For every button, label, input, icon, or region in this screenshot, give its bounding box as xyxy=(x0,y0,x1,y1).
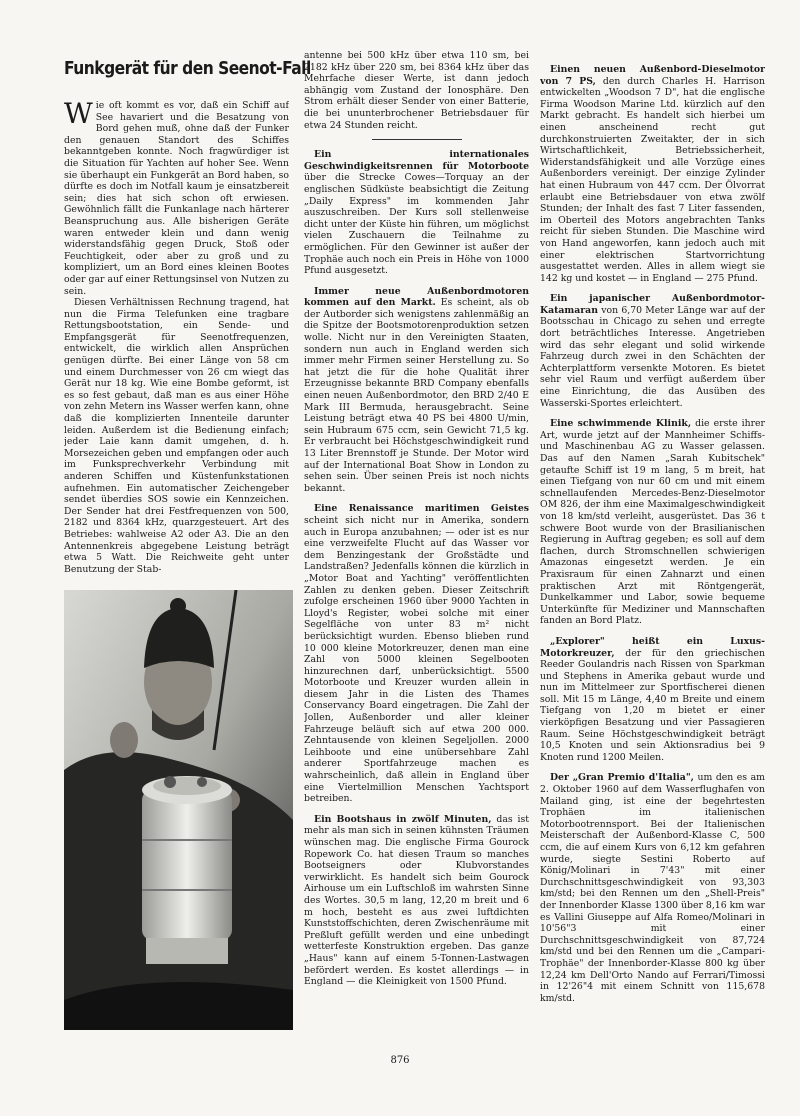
news-headline: Einen neuen Außenbord-Dieselmotor von 7 PS, xyxy=(540,64,765,87)
article-title: Funkgerät für den Seenot-Fall xyxy=(64,58,311,79)
column-3 xyxy=(540,50,765,1070)
news-item xyxy=(304,286,529,495)
news-headline: Eine schwimmende Klinik, xyxy=(550,418,692,430)
photo-sailor-with-radio xyxy=(64,590,293,1030)
news-text: der für den griechischen Reeder Goulandris nach Rissen von Sparkman und Stephens in Amerika gebaut wurde und nun im Mittelmeer zur Sportfischerei dienen soll. Mit 15 m Länge, 4,40 m Breite und einem Tiefgang von 1,20 m bietet er einer vierköpfigen Besatzung und vier Passagieren Raum. Seine Höchstgeschwindigkeit beträgt 10,5 Knoten und sein Aktionsradius bei 9 Knoten rund 1200 Meilen. xyxy=(540,647,765,763)
paragraph-range: antenne bei 500 kHz über etwa 110 sm, bei 2182 kHz über 220 sm, bei 8364 kHz über das Mehrfache dieser Werte, ist dann jedoch abhängig vom Zustand der Ionosphäre. Den Strom erhält dieser Sender von einer Batterie, die bei ununterbrochener Betriebsdauer für etwa 24 Stunden reicht. xyxy=(304,50,529,131)
news-item xyxy=(540,636,765,764)
news-headline: Eine Renaissance maritimen Geistes xyxy=(314,503,529,515)
separator-rule xyxy=(372,139,462,140)
news-text: die erste ihrer Art, wurde jetzt auf der Mannheimer Schiffs- und Maschinenbau AG zu Wasser gelassen. Das auf den Namen „Sarah Kubitschek" getaufte Schiff ist 19 m lang, 5 m breit, hat einen Tiefgang von nur 60 cm und mit einem schnellaufenden Mercedes-Benz-Dieselmotor OM 826, der ihm eine Maximalgeschwindigkeit von 18 km/std verleiht, ausgerüstet. Das 36 t schwere Boot wurde von der Brasilianischen Regierung in Auftrag gegeben; es soll auf dem flachen, durch Stromschnellen schwierigen Amazonas eingesetzt werden. Je ein Praxisraum für einen Zahnarzt und einen praktischen Arzt mit Röntgengerät, Dunkelkammer und Labor, sowie bequeme Unterkünfte für Mediziner und Mannschaften fanden an Bord Platz. xyxy=(540,418,765,627)
news-item xyxy=(540,772,765,1004)
news-headline: Ein japanischer Außenbordmotor-Katamaran xyxy=(540,293,765,316)
news-text: von 6,70 Meter Länge war auf der Bootsschau in Chicago zu sehen und erregte dort beträchtliches Interesse. Angetrieben wird das sehr elegant und solid wirkende Fahrzeug durch zwei in den Schächten der Achterplattform versenkte Motoren. Es bietet sehr viel Raum und verfügt außerdem über eine Einrichtung, die das Ausüben des Wasserski-Sportes erleichtert. xyxy=(540,304,765,409)
news-text: scheint sich nicht nur in Amerika, sondern auch in Europa anzubahnen; — oder ist es nur eine verzweifelte Flucht auf das Wasser vor dem Benzingestank der Großstädte und Landstraßen? Jedenfalls können die kürzlich in „Motor Boat and Yachting" veröffentlichten Zahlen zu denken geben. Dieser Zeitschrift zufolge erscheinen 1960 über 9000 Yachten in Lloyd's Register, wobei solche mit einer Segelfläche von unter 83 m² nicht berücksichtigt wurden. Ebenso blieben rund 10 000 kleine Motorkreuzer, denen man eine Zahl von 5000 kleinen Segelbooten hinzurechnen darf, unberücksichtigt. 5500 Motorboote und Kreuzer wurden allein in diesem Jahr in die Listen des Thames Conservancy Board eingetragen. Die Zahl der Jollen, Außenborder und aller kleiner Fahrzeuge beläuft sich auf etwa 200 000. Zehntausende von kleinen Segeljollen. 2000 Leihboote und eine unübersehbare Zahl anderer Sportfahrzeuge machen es wahrscheinlich, daß allein in England über eine Viertelmillion Menschen Yachtsport betreiben. xyxy=(304,514,529,805)
paragraph-device: Diesen Verhältnissen Rechnung tragend, hat nun die Firma Telefunken eine tragbare Rettungsbootstation, ein Sende- und Empfangsgerät für Seenotfrequenzen, entwickelt, die wirklich allen Ansprüchen genügen dürfte. Bei einer Länge von 58 cm und einem Durchmesser von 26 cm wiegt das Gerät nur 18 kg. Wie eine Bombe geformt, ist es so fest gebaut, daß man es aus einer Höhe von zehn Metern ins Wasser werfen kann, ohne daß die komplizierten Innenteile darunter leiden. Außerdem ist die Bedienung einfach; jeder Laie kann damit umgehen, d. h. Morsezeichen geben und empfangen oder auch im Funksprechverkehr Verbindung mit anderen Schiffen und Küstenfunkstationen aufnehmen. Ein automatischer Zeichengeber sendet überdies SOS sowie ein Kennzeichen. Der Sender hat drei Festfrequenzen von 500, 2182 und 8364 kHz, quarzgesteuert. Art des Betriebes: wahlweise A2 oder A3. Die an den Antennenkreis abgegebene Leistung beträgt etwa 5 Watt. Die Reichweite geht unter Benutzung der Stab- xyxy=(64,297,289,575)
news-item xyxy=(540,293,765,409)
news-item xyxy=(540,64,765,284)
news-item xyxy=(540,418,765,627)
page-number: 876 xyxy=(390,1055,410,1066)
news-headline: „Explorer" heißt ein Luxus-Motorkreuzer, xyxy=(540,635,765,659)
news-headline: Ein internationales Geschwindigkeitsrennen für Motorboote xyxy=(304,149,529,172)
news-text: Es scheint, als ob der Autborder sich wenigstens zahlenmäßig an die Spitze der Bootsmotorenproduktion setzen wolle. Nicht nur in den Vereinigten Staaten, sondern nun auch in England werden sich immer mehr Firmen seiner Herstellung zu. So hat jetzt die für die hohe Qualität ihrer Erzeugnisse bekannte BRD Company ebenfalls einen neuen Außenbordmotor, den BRD 2/40 E Mark III Bermuda, herausgebracht. Seine Leistung beträgt etwa 40 PS bei 4800 U/min, sein Hubraum 675 ccm, sein Gewicht 71,5 kg. Er verbraucht bei Höchstgeschwindigkeit rund 13 Liter Brennstoff je Stunde. Der Motor wird auf der International Boat Show in London zu sehen sein. Über seinen Preis ist noch nichts bekannt. xyxy=(304,297,529,494)
paragraph-intro: Wie oft kommt es vor, daß ein Schiff auf See havariert und die Besatzung von Bord gehen muß, ohne daß der Funker den genauen Standort des Schiffes bekanntgeben konnte. Noch fragwürdiger ist die Situation für Yachten auf hoher See. Wenn sie überhaupt ein Funkgerät an Bord haben, so dürfte es doch im Notfall kaum je einsatzbereit sein; dies hat sich schon oft erwiesen. Gewöhnlich fällt die Funkanlage nach härterer Beanspruchung aus. Alle bisherigen Geräte waren entweder klein und dann wenig widerstandsfähig gegen Druck, Stoß oder Feuchtigkeit, oder aber zu groß und zu kompliziert, um an Bord eines kleinen Bootes oder gar auf einer Rettungsinsel von Nutzen zu sein. xyxy=(64,100,289,297)
news-headline: Immer neue Außenbordmotoren kommen auf den Markt. xyxy=(304,285,529,309)
news-item xyxy=(304,503,529,804)
column-2 xyxy=(304,50,529,1060)
news-item xyxy=(304,149,529,277)
news-text: um den es am 2. Oktober 1960 auf dem Wasserflughafen von Mailand ging, ist eine der begehrtesten Trophäen im italienischen Motorbootrennsport. Bei der Italienischen Meisterschaft der Außenbord-Klasse C, 500 ccm, die auf einem Kurs von 6,12 km gefahren wurde, siegte Sestini Roberto auf König/Molinari in 7'43" mit einer Durchschnittsgeschwindigkeit von 93,303 km/std; bei den Rennen um den „Shell-Preis" der Innenborder Klasse 1300 über 8,16 km war es Vallini Giuseppe auf Alfa Romeo/Molinari in 10'56"3 mit einer Durchschnittsgeschwindigkeit von 87,724 km/std und bei den Rennen um die „Campari-Trophäe" der Innenborder-Klasse 800 kg über 12,24 km Dell'Orto Nando auf Ferrari/Timossi in 12'26"4 mit einem Schnitt von 115,678 km/std. xyxy=(540,772,765,1004)
column-1 xyxy=(64,100,289,580)
news-text: das ist mehr als man sich in seinen kühnsten Träumen wünschen mag. Die englische Firma Gourock Ropework Co. hat diesen Traum so manches Bootseigners oder Klubvorstandes verwirklicht. Es handelt sich beim Gourock Airhouse um ein Luftschloß im wahrsten Sinne des Wortes. 30,5 m lang, 12,20 m breit und 6 m hoch, besteht es aus zwei luftdichten Kunststoffschichten, deren Zwischenräume mit Preßluft gefüllt werden und eine unbedingt wetterfeste Konstruktion ergeben. Das ganze „Haus" kann auf einem 5-Tonnen-Lastwagen befördert werden. Es kostet allerdings — in England — die Kleinigkeit von 1500 Pfund. xyxy=(304,813,529,988)
news-text: den durch Charles H. Harrison entwickelten „Woodson 7 D", hat die englische Firma Woodson Marine Ltd. kürzlich auf den Markt gebracht. Es handelt sich hierbei um einen anscheinend recht gut durchkonstruierten Zweitakter, der in sich Wirtschaftlichkeit, Betriebssicherheit, Widerstandsfähigkeit und alle Vorzüge eines Außenborders vereinigt. Der einzige Zylinder hat einen Hubraum von 447 ccm. Der Ölvorrat erlaubt eine Betriebsdauer von etwa zwölf Stunden; der Inhalt des fast 7 Liter fassenden, im Oberteil des Motors angebrachten Tanks reicht für sieben Stunden. Die Maschine wird von Hand angeworfen, kann jedoch auch mit einer elektrischen Startvorrichtung ausgestattet werden. Alles in allem wiegt sie 142 kg und kostet — in England — 275 Pfund. xyxy=(540,75,765,284)
news-headline: Ein Bootshaus in zwölf Minuten, xyxy=(314,813,492,825)
news-headline: Der „Gran Premio d'Italia", xyxy=(550,772,694,784)
news-item xyxy=(304,814,529,988)
news-text: über die Strecke Cowes—Torquay an der englischen Südküste beabsichtigt die Zeitung „Daily Express" im kommenden Jahr auszuschreiben. Der Kurs soll stellenweise dicht unter der Küste hin führen, um möglichst vielen Zuschauern die Teilnahme zu ermöglichen. Für den Gewinner ist außer der Trophäe auch noch ein Preis in Höhe von 1000 Pfund ausgesetzt. xyxy=(304,172,529,277)
